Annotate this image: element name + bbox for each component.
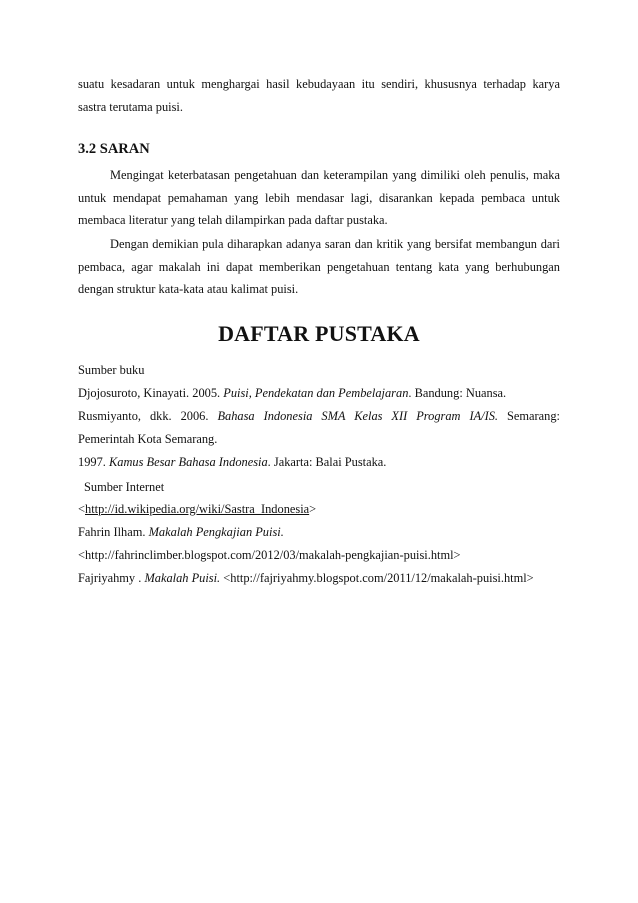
ref4-open-bracket: < [78,502,85,516]
ref1-title: Puisi, Pendekatan dan Pembelajaran [223,386,409,400]
ref6-title: Makalah Puisi. [144,571,221,585]
reference-4 [78,498,560,521]
sumber-internet-label: Sumber Internet [84,480,165,494]
reference-6 [78,567,560,590]
reference-2 [78,405,560,450]
ref1-publisher: . Bandung: Nuansa. [408,386,507,400]
ref5-author: Fahrin Ilham. [78,525,146,539]
reference-3 [78,451,560,474]
reference-5 [78,521,560,544]
ref3-publisher: . Jakarta: Balai Pustaka. [267,455,387,469]
bibliography-title: DAFTAR PUSTAKA [218,321,420,346]
ref3-year: 1997. [78,455,106,469]
section-heading-saran: 3.2 SARAN [78,141,150,157]
wikipedia-link[interactable]: http://id.wikipedia.org/wiki/Sastra_Indonesia [85,502,310,516]
ref6-author: Fajriyahmy . [78,571,142,585]
ref4-close-bracket: > [309,502,317,516]
intro-line-1: suatu kesadaran untuk menghargai hasil kebudayaan itu sendiri, khususnya terhadap karya [78,77,560,91]
ref6-url: <http://fajriyahmy.blogspot.com/2011/12/makalah-puisi.html> [223,571,534,585]
intro-line-2: sastra terutama puisi. [78,100,183,114]
ref5-url: <http://fahrinclimber.blogspot.com/2012/03/makalah-pengkajian-puisi.html> [78,548,461,562]
ref3-title: Kamus Besar Bahasa Indonesia [109,455,268,469]
reference-1 [78,382,560,405]
saran-paragraph-2: Dengan demikian pula diharapkan adanya saran dan kritik yang bersifat membangun dari pembaca, agar makalah ini dapat memberikan pengetahuan tentang kata yang berhubungan dengan struktur kata-kata atau kalimat puisi. [78,237,560,296]
saran-paragraph-1: Mengingat keterbatasan pengetahuan dan keterampilan yang dimiliki oleh penulis, maka untuk mendapat pemahaman yang lebih mendasar lagi, disarankan kepada pembaca untuk membaca literatur yang telah dilampirkan pada daftar pustaka. [78,168,560,227]
ref1-author: Djojosuroto, Kinayati. 2005. [78,386,221,400]
sumber-buku-label: Sumber buku [78,363,145,377]
ref2-title: Bahasa Indonesia SMA Kelas XII Program IA/IS. [217,409,499,423]
ref5-title: Makalah Pengkajian Puisi. [148,525,284,539]
ref2-author: Rusmiyanto, dkk. 2006. [78,409,209,423]
ref2-publisher: Semarang: Pemerintah Kota Semarang. [78,409,560,446]
